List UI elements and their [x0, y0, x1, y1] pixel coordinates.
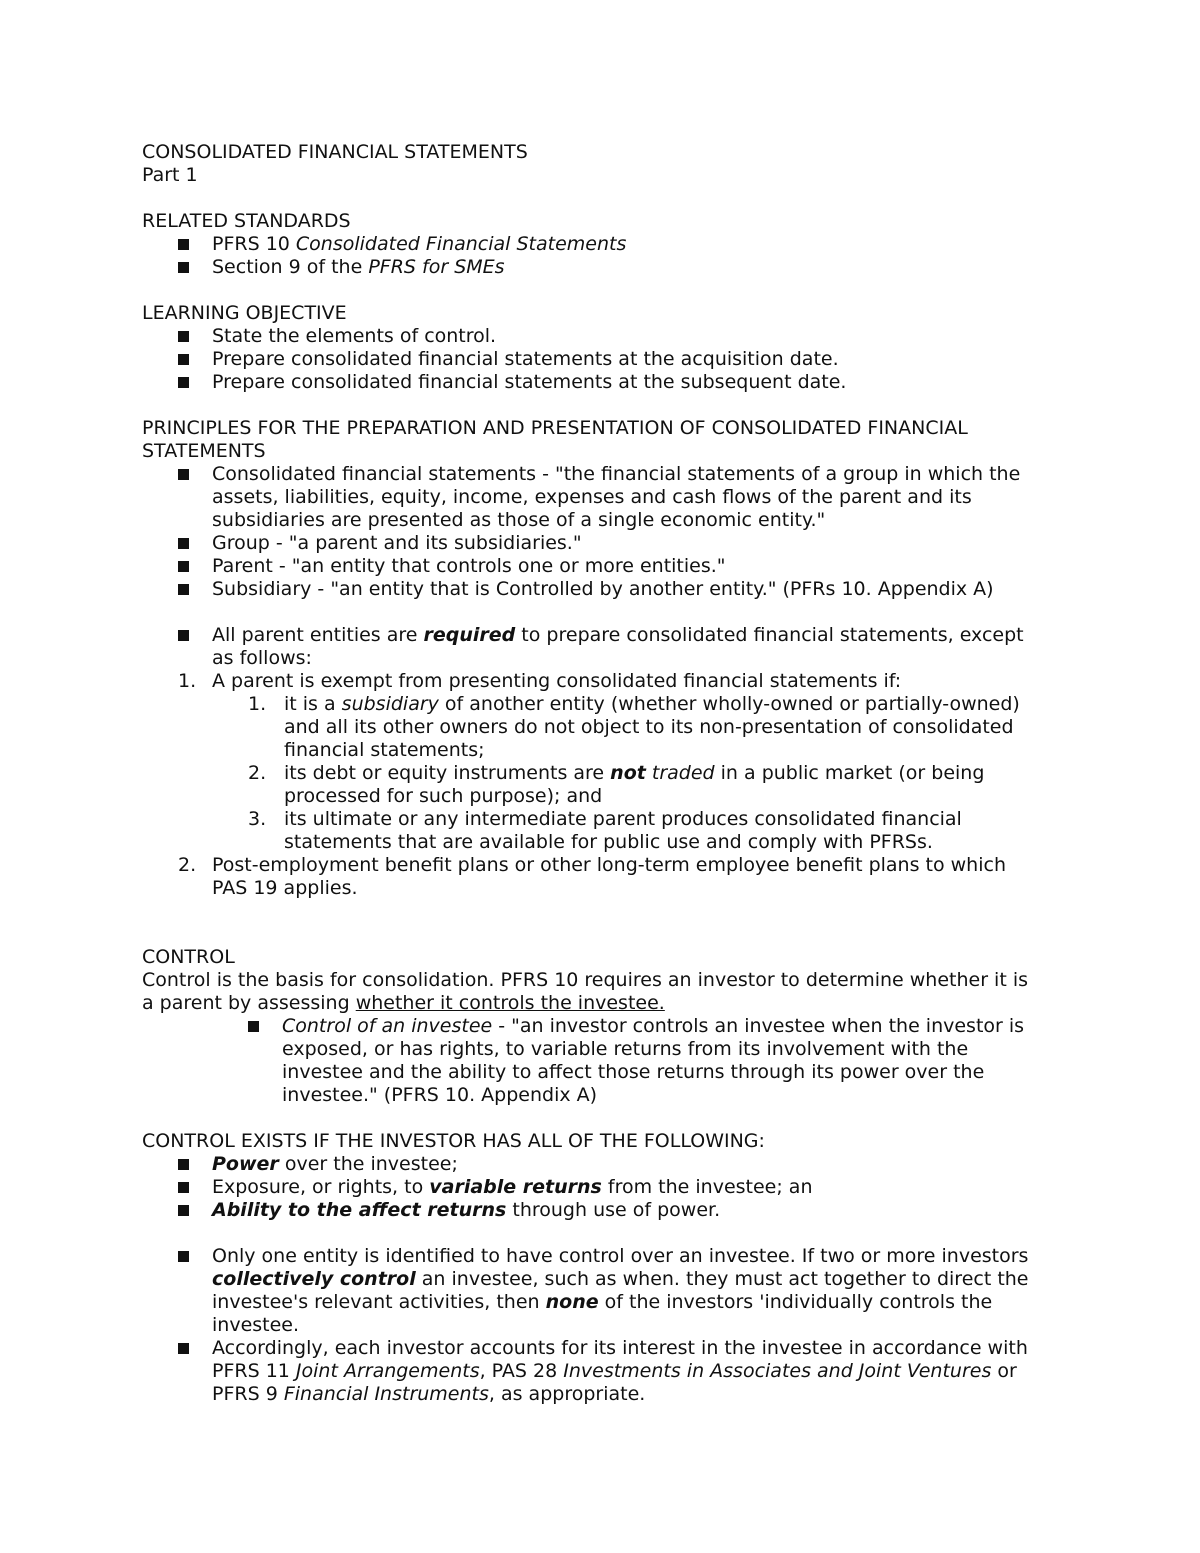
- list-item: Subsidiary - "an entity that is Controlled by another entity." (PFRs 10. Appendix A): [142, 578, 1062, 601]
- numbered-subitem: 2. its debt or equity instruments are not traded in a public market (or being processed for such purpose); and: [248, 762, 985, 807]
- section-heading-control-exists: CONTROL EXISTS IF THE INVESTOR HAS ALL OF THE FOLLOWING:: [142, 1130, 765, 1152]
- control-paragraph: Control is the basis for consolidation. PFRS 10 requires an investor to determine whether it is: [142, 969, 1028, 991]
- section-heading-related-standards: RELATED STANDARDS: [142, 210, 351, 232]
- numbered-item: 2. Post-employment benefit plans or other long-term employee benefit plans to which PAS 19 applies.: [178, 854, 1006, 899]
- list-item: Prepare consolidated financial statements at the acquisition date.: [142, 348, 1062, 371]
- list-item: Ability to the affect returns through use of power.: [142, 1199, 1062, 1222]
- list-item: Prepare consolidated financial statements at the subsequent date.: [142, 371, 1062, 394]
- list-item: PFRS 10 Consolidated Financial Statements: [142, 233, 1062, 256]
- section-heading-principles-cont: STATEMENTS: [142, 440, 266, 462]
- list-item: Accordingly, each investor accounts for its interest in the investee in accordance with PFRS 11 Joint Arrangements, PAS 28 Investments in Associates and Joint Ventures or PFRS 9 Financial Instruments, as appropriate.: [142, 1337, 1062, 1406]
- list-item: State the elements of control.: [142, 325, 1062, 348]
- document-part: Part 1: [142, 164, 198, 186]
- list-item: Parent - "an entity that controls one or more entities.": [142, 555, 1062, 578]
- control-paragraph-cont: a parent by assessing whether it controls the investee.: [142, 992, 665, 1014]
- section-heading-control: CONTROL: [142, 946, 235, 968]
- list-item: Control of an investee - "an investor controls an investee when the investor is exposed, or has rights, to variable returns from its involvement with the investee and the ability to affect those returns through its power over the investee." (PFRS 10. Appendix A): [142, 1015, 1062, 1107]
- list-item: Section 9 of the PFRS for SMEs: [142, 256, 1062, 279]
- numbered-item: 1. A parent is exempt from presenting consolidated financial statements if:: [178, 670, 902, 692]
- document-title: CONSOLIDATED FINANCIAL STATEMENTS: [142, 141, 528, 163]
- document-body: [142, 141, 1062, 1406]
- list-item: All parent entities are required to prepare consolidated financial statements, except as follows:: [142, 624, 1062, 670]
- list-item: Power over the investee;: [142, 1153, 1062, 1176]
- section-heading-learning-objective: LEARNING OBJECTIVE: [142, 302, 347, 324]
- list-item: Group - "a parent and its subsidiaries.": [142, 532, 1062, 555]
- list-item: Consolidated financial statements - "the financial statements of a group in which the assets, liabilities, equity, income, expenses and cash flows of the parent and its subsidiaries are presented as those of a single economic entity.": [142, 463, 1062, 532]
- section-heading-principles: PRINCIPLES FOR THE PREPARATION AND PRESENTATION OF CONSOLIDATED FINANCIAL: [142, 417, 968, 439]
- numbered-subitem: 1. it is a subsidiary of another entity (whether wholly-owned or partially-owned) and all its other owners do not object to its non-presentation of consolidated financial statements;: [248, 693, 1020, 761]
- numbered-subitem: 3. its ultimate or any intermediate parent produces consolidated financial statements that are available for public use and comply with PFRSs.: [248, 808, 962, 853]
- list-item: Exposure, or rights, to variable returns from the investee; an: [142, 1176, 1062, 1199]
- list-item: Only one entity is identified to have control over an investee. If two or more investors collectively control an investee, such as when. they must act together to direct the investee's relevant activities, then none of the investors 'individually controls the investee.: [142, 1245, 1062, 1337]
